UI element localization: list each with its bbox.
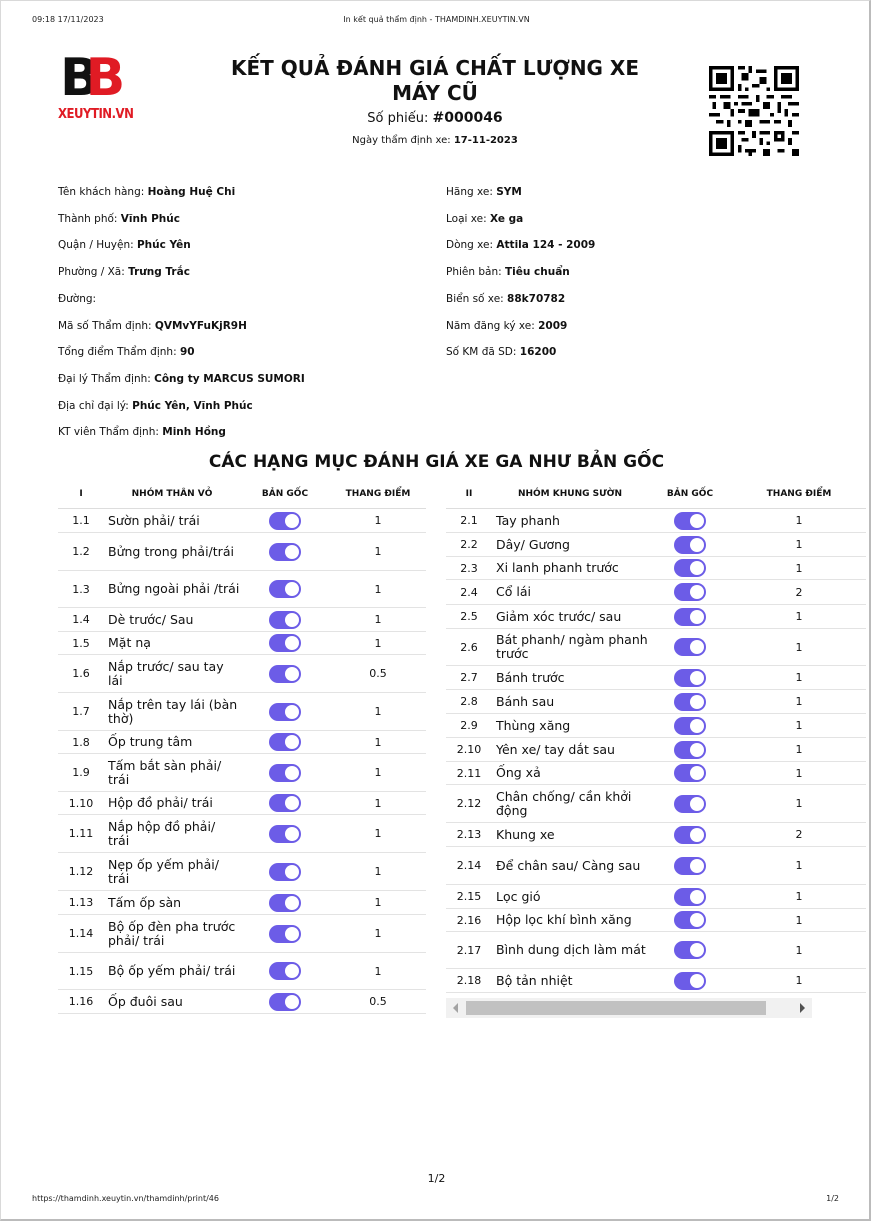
info-value: QVMvYFuKjR9H	[154, 319, 247, 332]
original-cell	[240, 792, 330, 815]
original-toggle[interactable]	[674, 559, 706, 577]
body-group-table-wrap	[58, 480, 426, 1014]
page-number: 1/2	[427, 1172, 446, 1185]
info-row	[446, 320, 567, 332]
item-number: 2.15	[446, 885, 492, 909]
item-name: Ốp trung tâm	[104, 731, 240, 754]
original-toggle[interactable]	[269, 543, 301, 561]
item-score: 1	[732, 969, 866, 993]
original-cell	[648, 666, 732, 690]
item-name: Bộ ốp yếm phải/ trái	[104, 953, 240, 990]
item-number: 1.1	[58, 509, 104, 533]
info-label: Biển số xe:	[446, 292, 504, 305]
item-score: 0.5	[330, 990, 426, 1014]
item-score: 0.5	[330, 655, 426, 693]
item-name: Hộp lọc khí bình xăng	[492, 909, 648, 932]
item-number: 2.8	[446, 690, 492, 714]
title-line-2: MÁY CŨ	[392, 81, 478, 105]
table-row	[58, 571, 426, 608]
table-row	[58, 953, 426, 990]
original-toggle[interactable]	[674, 669, 706, 687]
logo	[58, 48, 134, 124]
info-label: Phường / Xã:	[58, 266, 125, 279]
horizontal-scrollbar[interactable]	[446, 998, 812, 1018]
info-value: Phúc Yên, Vĩnh Phúc	[132, 399, 253, 412]
info-value: 16200	[519, 346, 557, 359]
item-number: 1.8	[58, 731, 104, 754]
original-toggle[interactable]	[674, 795, 706, 813]
original-toggle[interactable]	[269, 512, 301, 530]
table-row	[58, 533, 426, 571]
info-label: Dòng xe:	[446, 239, 494, 252]
table-row	[446, 785, 866, 823]
item-score: 1	[732, 690, 866, 714]
info-label: Năm đăng ký xe:	[446, 319, 535, 332]
item-name: Bát phanh/ ngàm phanh trước	[492, 629, 648, 666]
original-cell	[648, 690, 732, 714]
column-header: THANG ĐIỂM	[732, 480, 866, 509]
item-score: 1	[732, 932, 866, 969]
info-row	[446, 213, 523, 225]
original-cell	[648, 509, 732, 533]
item-number: 1.5	[58, 632, 104, 655]
table-row	[446, 847, 866, 885]
original-toggle[interactable]	[674, 717, 706, 735]
info-value: Tiêu chuẩn	[505, 266, 570, 279]
info-row	[58, 400, 253, 412]
item-name: Nẹp ốp yếm phải/ trái	[104, 853, 240, 891]
item-name: Nắp hộp đồ phải/ trái	[104, 815, 240, 853]
print-url: https://thamdinh.xeuytin.vn/thamdinh/print/46	[32, 1194, 219, 1203]
info-value: 90	[179, 346, 195, 359]
original-cell	[648, 738, 732, 762]
info-label: Phiên bản:	[446, 266, 502, 279]
original-cell	[648, 909, 732, 932]
original-toggle[interactable]	[269, 962, 301, 980]
original-cell	[240, 853, 330, 891]
column-header: THANG ĐIỂM	[330, 480, 426, 509]
original-toggle[interactable]	[269, 993, 301, 1011]
original-cell	[240, 731, 330, 754]
item-name: Nắp trước/ sau tay lái	[104, 655, 240, 693]
info-value: Xe ga	[490, 212, 524, 225]
original-cell	[240, 953, 330, 990]
item-score: 1	[732, 909, 866, 932]
original-cell	[240, 533, 330, 571]
item-name: Cổ lái	[492, 580, 648, 605]
item-score: 1	[330, 731, 426, 754]
original-cell	[240, 693, 330, 731]
item-name: Tấm ốp sàn	[104, 891, 240, 915]
print-page: 1/2	[826, 1194, 839, 1203]
ticket-label: Số phiếu:	[367, 111, 429, 126]
table-row	[58, 915, 426, 953]
original-cell	[240, 632, 330, 655]
column-header: II	[446, 480, 492, 509]
item-number: 1.14	[58, 915, 104, 953]
info-value: Công ty MARCUS SUMORI	[154, 372, 305, 385]
info-value: Minh Hồng	[162, 426, 226, 439]
item-name: Ống xả	[492, 762, 648, 785]
table-row	[58, 891, 426, 915]
original-cell	[240, 891, 330, 915]
item-score: 2	[732, 580, 866, 605]
original-cell	[648, 785, 732, 823]
item-number: 2.16	[446, 909, 492, 932]
original-cell	[648, 557, 732, 580]
original-cell	[240, 815, 330, 853]
column-header: BẢN GỐC	[240, 480, 330, 509]
item-score: 1	[330, 693, 426, 731]
item-score: 1	[732, 847, 866, 885]
table-row	[446, 509, 866, 533]
item-name: Khung xe	[492, 823, 648, 847]
info-row	[58, 373, 305, 385]
item-number: 2.1	[446, 509, 492, 533]
info-row	[58, 239, 191, 251]
item-name: Tấm bắt sàn phải/ trái	[104, 754, 240, 792]
item-score: 1	[732, 762, 866, 785]
item-score: 1	[732, 533, 866, 557]
print-page-title: In kết quả thẩm định - THAMDINH.XEUYTIN.VN	[343, 15, 530, 24]
item-number: 1.3	[58, 571, 104, 608]
column-header: BẢN GỐC	[648, 480, 732, 509]
original-toggle[interactable]	[674, 857, 706, 875]
info-value: 88k70782	[507, 292, 566, 305]
info-value: Phúc Yên	[136, 239, 191, 252]
table-row	[446, 580, 866, 605]
info-row	[58, 293, 96, 305]
page-title	[220, 56, 650, 106]
item-number: 2.6	[446, 629, 492, 666]
item-number: 2.12	[446, 785, 492, 823]
logo-brand: XEUYTIN.VN	[58, 107, 134, 122]
table-row	[58, 731, 426, 754]
original-cell	[240, 608, 330, 632]
original-toggle[interactable]	[269, 863, 301, 881]
table-row	[58, 792, 426, 815]
item-number: 1.13	[58, 891, 104, 915]
ticket-number	[220, 110, 650, 126]
original-toggle[interactable]	[269, 825, 301, 843]
original-toggle[interactable]	[674, 941, 706, 959]
original-toggle[interactable]	[269, 894, 301, 912]
table-row	[446, 533, 866, 557]
info-label: Thành phố:	[58, 212, 118, 225]
info-row	[446, 293, 565, 305]
item-score: 1	[330, 891, 426, 915]
original-cell	[648, 580, 732, 605]
column-header: I	[58, 480, 104, 509]
original-cell	[648, 605, 732, 629]
item-number: 2.11	[446, 762, 492, 785]
item-name: Mặt nạ	[104, 632, 240, 655]
original-toggle[interactable]	[269, 794, 301, 812]
item-name: Giảm xóc trước/ sau	[492, 605, 648, 629]
item-name: Hộp đồ phải/ trái	[104, 792, 240, 815]
item-name: Chân chống/ cần khởi động	[492, 785, 648, 823]
item-number: 1.4	[58, 608, 104, 632]
item-name: Thùng xăng	[492, 714, 648, 738]
info-label: Địa chỉ đại lý:	[58, 399, 129, 412]
info-label: Quận / Huyện:	[58, 239, 134, 252]
item-number: 1.16	[58, 990, 104, 1014]
item-score: 1	[732, 785, 866, 823]
item-score: 1	[330, 853, 426, 891]
item-number: 2.13	[446, 823, 492, 847]
item-number: 1.6	[58, 655, 104, 693]
item-name: Bánh sau	[492, 690, 648, 714]
original-toggle[interactable]	[269, 764, 301, 782]
item-name: Xi lanh phanh trước	[492, 557, 648, 580]
item-score: 1	[732, 509, 866, 533]
item-name: Sườn phải/ trái	[104, 509, 240, 533]
original-toggle[interactable]	[674, 693, 706, 711]
original-toggle[interactable]	[674, 888, 706, 906]
item-name: Bửng ngoài phải /trái	[104, 571, 240, 608]
item-number: 1.7	[58, 693, 104, 731]
info-row	[58, 266, 190, 278]
info-label: Hãng xe:	[446, 186, 493, 198]
item-number: 1.11	[58, 815, 104, 853]
item-score: 1	[330, 792, 426, 815]
info-row	[446, 346, 556, 358]
item-score: 2	[732, 823, 866, 847]
original-cell	[240, 571, 330, 608]
item-score: 1	[732, 629, 866, 666]
item-name: Bình dung dịch làm mát	[492, 932, 648, 969]
item-number: 2.4	[446, 580, 492, 605]
original-cell	[648, 969, 732, 993]
original-cell	[240, 990, 330, 1014]
table-row	[446, 666, 866, 690]
original-toggle[interactable]	[269, 580, 301, 598]
info-value: Hoàng Huệ Chi	[147, 186, 236, 198]
table-row	[446, 969, 866, 993]
table-row	[446, 690, 866, 714]
table-row	[446, 605, 866, 629]
item-score: 1	[330, 815, 426, 853]
original-toggle[interactable]	[674, 583, 706, 601]
qr-code-icon	[709, 66, 799, 156]
item-score: 1	[330, 608, 426, 632]
item-number: 2.14	[446, 847, 492, 885]
info-row	[446, 239, 595, 251]
info-label: Tên khách hàng:	[58, 186, 145, 198]
table-row	[58, 990, 426, 1014]
info-label: Tổng điểm Thẩm định:	[58, 346, 177, 359]
info-row	[446, 266, 570, 278]
item-name: Dè trước/ Sau	[104, 608, 240, 632]
table-row	[58, 754, 426, 792]
column-header: NHÓM KHUNG SƯỜN	[492, 480, 648, 509]
original-cell	[648, 714, 732, 738]
table-row	[446, 823, 866, 847]
item-number: 1.10	[58, 792, 104, 815]
item-score: 1	[330, 754, 426, 792]
original-cell	[648, 847, 732, 885]
info-row	[446, 186, 522, 198]
item-score: 1	[732, 885, 866, 909]
item-number: 1.12	[58, 853, 104, 891]
item-name: Ốp đuôi sau	[104, 990, 240, 1014]
original-toggle[interactable]	[674, 826, 706, 844]
info-row	[58, 186, 235, 198]
info-label: KT viên Thẩm định:	[58, 426, 159, 439]
original-toggle[interactable]	[674, 638, 706, 656]
item-score: 1	[732, 714, 866, 738]
frame-group-table-wrap	[446, 480, 832, 1020]
inspection-date-value: 17-11-2023	[453, 135, 518, 146]
original-toggle[interactable]	[674, 536, 706, 554]
table-row	[58, 632, 426, 655]
item-number: 2.5	[446, 605, 492, 629]
table-row	[446, 909, 866, 932]
inspection-date-label: Ngày thẩm định xe:	[352, 135, 451, 146]
original-toggle[interactable]	[674, 741, 706, 759]
info-label: Loại xe:	[446, 212, 487, 225]
table-row	[58, 509, 426, 533]
inspection-date	[220, 135, 650, 146]
info-value: 2009	[538, 319, 568, 332]
item-name: Bộ tản nhiệt	[492, 969, 648, 993]
item-score: 1	[330, 632, 426, 655]
scrollbar-thumb[interactable]	[466, 1001, 766, 1015]
info-value: Vĩnh Phúc	[120, 212, 180, 225]
table-row	[446, 714, 866, 738]
original-toggle[interactable]	[269, 611, 301, 629]
original-cell	[648, 823, 732, 847]
info-label: Mã số Thẩm định:	[58, 319, 152, 332]
item-score: 1	[330, 953, 426, 990]
frame-group-table	[446, 480, 866, 993]
column-header: NHÓM THÂN VỎ	[104, 480, 240, 509]
section-title: CÁC HẠNG MỤC ĐÁNH GIÁ XE GA NHƯ BẢN GỐC	[208, 452, 665, 472]
item-name: Bộ ốp đèn pha trước phải/ trái	[104, 915, 240, 953]
original-toggle[interactable]	[674, 764, 706, 782]
info-value: Attila 124 - 2009	[496, 239, 596, 252]
table-row	[446, 629, 866, 666]
original-cell	[240, 655, 330, 693]
original-toggle[interactable]	[674, 911, 706, 929]
item-number: 1.9	[58, 754, 104, 792]
original-toggle[interactable]	[674, 512, 706, 530]
item-number: 2.7	[446, 666, 492, 690]
item-number: 2.17	[446, 932, 492, 969]
ticket-value: #000046	[432, 110, 503, 126]
original-cell	[648, 932, 732, 969]
item-score: 1	[330, 533, 426, 571]
item-score: 1	[732, 557, 866, 580]
table-row	[58, 655, 426, 693]
table-row	[446, 738, 866, 762]
body-group-table	[58, 480, 426, 1014]
item-number: 2.10	[446, 738, 492, 762]
table-row	[446, 762, 866, 785]
original-cell	[648, 533, 732, 557]
original-cell	[648, 629, 732, 666]
info-label: Đại lý Thẩm định:	[58, 372, 151, 385]
print-datetime: 09:18 17/11/2023	[32, 15, 104, 24]
item-name: Bánh trước	[492, 666, 648, 690]
original-toggle[interactable]	[269, 733, 301, 751]
table-row	[58, 608, 426, 632]
item-name: Lọc gió	[492, 885, 648, 909]
item-name: Nắp trên tay lái (bàn thờ)	[104, 693, 240, 731]
item-number: 2.18	[446, 969, 492, 993]
item-number: 1.2	[58, 533, 104, 571]
original-cell	[648, 762, 732, 785]
title-line-1: KẾT QUẢ ĐÁNH GIÁ CHẤT LƯỢNG XE	[230, 56, 640, 80]
item-number: 2.9	[446, 714, 492, 738]
info-row	[58, 320, 247, 332]
original-cell	[240, 509, 330, 533]
info-label: Số KM đã SD:	[446, 346, 517, 359]
original-toggle[interactable]	[269, 665, 301, 683]
item-score: 1	[330, 915, 426, 953]
item-number: 2.2	[446, 533, 492, 557]
item-number: 1.15	[58, 953, 104, 990]
table-row	[58, 815, 426, 853]
table-row	[446, 932, 866, 969]
item-score: 1	[330, 509, 426, 533]
info-value: Trưng Trắc	[128, 266, 190, 279]
table-row	[58, 693, 426, 731]
original-toggle[interactable]	[269, 634, 301, 652]
item-number: 2.3	[446, 557, 492, 580]
original-cell	[648, 885, 732, 909]
item-score: 1	[330, 571, 426, 608]
item-score: 1	[732, 666, 866, 690]
original-cell	[240, 754, 330, 792]
info-row	[58, 426, 226, 438]
scroll-left-icon[interactable]	[453, 1003, 458, 1013]
scroll-right-icon[interactable]	[800, 1003, 805, 1013]
item-name: Bửng trong phải/trái	[104, 533, 240, 571]
original-cell	[240, 915, 330, 953]
item-score: 1	[732, 738, 866, 762]
item-name: Yên xe/ tay dắt sau	[492, 738, 648, 762]
original-toggle[interactable]	[269, 925, 301, 943]
original-toggle[interactable]	[674, 972, 706, 990]
info-row	[58, 213, 180, 225]
item-name: Dây/ Gương	[492, 533, 648, 557]
table-row	[58, 853, 426, 891]
table-row	[446, 557, 866, 580]
logo-mark: BB	[60, 48, 112, 108]
info-label: Đường:	[58, 292, 97, 305]
item-name: Để chân sau/ Càng sau	[492, 847, 648, 885]
table-row	[446, 885, 866, 909]
original-toggle[interactable]	[269, 703, 301, 721]
info-row	[58, 346, 195, 358]
item-name: Tay phanh	[492, 509, 648, 533]
info-value: SYM	[496, 186, 522, 198]
item-score: 1	[732, 605, 866, 629]
original-toggle[interactable]	[674, 608, 706, 626]
